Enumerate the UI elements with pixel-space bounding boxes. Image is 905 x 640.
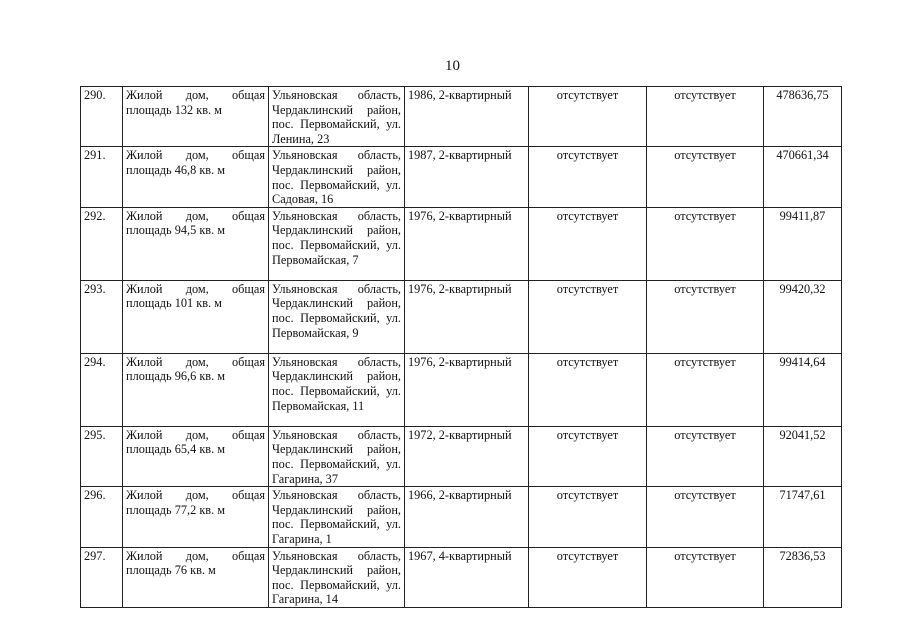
row-number: 292. [81, 207, 123, 280]
object-year-type: 1976, 2-квартирный [405, 207, 529, 280]
object-value: 99411,87 [764, 207, 842, 280]
object-value: 99414,64 [764, 353, 842, 426]
table-row [81, 547, 842, 607]
row-number: 291. [81, 147, 123, 207]
object-description: Жилой дом, общая площадь 132 кв. м [123, 87, 269, 147]
object-year-type: 1972, 2-квартирный [405, 426, 529, 486]
object-address: Ульяновская область, Чердаклинский район, пос. Первомайский, ул. Первомайская, 11 [269, 353, 405, 426]
object-address: Ульяновская область, Чердаклинский район, пос. Первомайский, ул. Первомайская, 7 [269, 207, 405, 280]
object-address: Ульяновская область, Чердаклинский район, пос. Первомайский, ул. Садовая, 16 [269, 147, 405, 207]
object-description: Жилой дом, общая площадь 77,2 кв. м [123, 487, 269, 547]
table-row [81, 207, 842, 280]
table-row [81, 353, 842, 426]
object-description: Жилой дом, общая площадь 76 кв. м [123, 547, 269, 607]
encumbrance-cell: отсутствует [529, 147, 647, 207]
object-year-type: 1967, 4-квартирный [405, 547, 529, 607]
row-number: 294. [81, 353, 123, 426]
object-year-type: 1966, 2-квартирный [405, 487, 529, 547]
encumbrance-cell: отсутствует [529, 487, 647, 547]
table-row [81, 280, 842, 353]
object-value: 71747,61 [764, 487, 842, 547]
restriction-cell: отсутствует [647, 147, 764, 207]
encumbrance-cell: отсутствует [529, 280, 647, 353]
object-address: Ульяновская область, Чердаклинский район, пос. Первомайский, ул. Гагарина, 37 [269, 426, 405, 486]
table-row [81, 426, 842, 486]
object-value: 470661,34 [764, 147, 842, 207]
restriction-cell: отсутствует [647, 87, 764, 147]
object-description: Жилой дом, общая площадь 46,8 кв. м [123, 147, 269, 207]
object-address: Ульяновская область, Чердаклинский район, пос. Первомайский, ул. Гагарина, 14 [269, 547, 405, 607]
encumbrance-cell: отсутствует [529, 353, 647, 426]
restriction-cell: отсутствует [647, 547, 764, 607]
object-year-type: 1986, 2-квартирный [405, 87, 529, 147]
restriction-cell: отсутствует [647, 426, 764, 486]
object-address: Ульяновская область, Чердаклинский район, пос. Первомайский, ул. Гагарина, 1 [269, 487, 405, 547]
page-number: 10 [445, 58, 460, 74]
restriction-cell: отсутствует [647, 487, 764, 547]
encumbrance-cell: отсутствует [529, 426, 647, 486]
row-number: 297. [81, 547, 123, 607]
object-description: Жилой дом, общая площадь 94,5 кв. м [123, 207, 269, 280]
property-registry-table [80, 86, 842, 608]
object-year-type: 1976, 2-квартирный [405, 280, 529, 353]
encumbrance-cell: отсутствует [529, 547, 647, 607]
object-description: Жилой дом, общая площадь 96,6 кв. м [123, 353, 269, 426]
restriction-cell: отсутствует [647, 207, 764, 280]
table-row [81, 147, 842, 207]
table-row [81, 487, 842, 547]
object-value: 92041,52 [764, 426, 842, 486]
object-address: Ульяновская область, Чердаклинский район, пос. Первомайский, ул. Первомайская, 9 [269, 280, 405, 353]
row-number: 295. [81, 426, 123, 486]
object-address: Ульяновская область, Чердаклинский район, пос. Первомайский, ул. Ленина, 23 [269, 87, 405, 147]
row-number: 293. [81, 280, 123, 353]
object-year-type: 1987, 2-квартирный [405, 147, 529, 207]
restriction-cell: отсутствует [647, 280, 764, 353]
object-year-type: 1976, 2-квартирный [405, 353, 529, 426]
object-value: 99420,32 [764, 280, 842, 353]
restriction-cell: отсутствует [647, 353, 764, 426]
table-row [81, 87, 842, 147]
object-value: 478636,75 [764, 87, 842, 147]
encumbrance-cell: отсутствует [529, 207, 647, 280]
object-description: Жилой дом, общая площадь 65,4 кв. м [123, 426, 269, 486]
row-number: 296. [81, 487, 123, 547]
encumbrance-cell: отсутствует [529, 87, 647, 147]
object-description: Жилой дом, общая площадь 101 кв. м [123, 280, 269, 353]
row-number: 290. [81, 87, 123, 147]
object-value: 72836,53 [764, 547, 842, 607]
